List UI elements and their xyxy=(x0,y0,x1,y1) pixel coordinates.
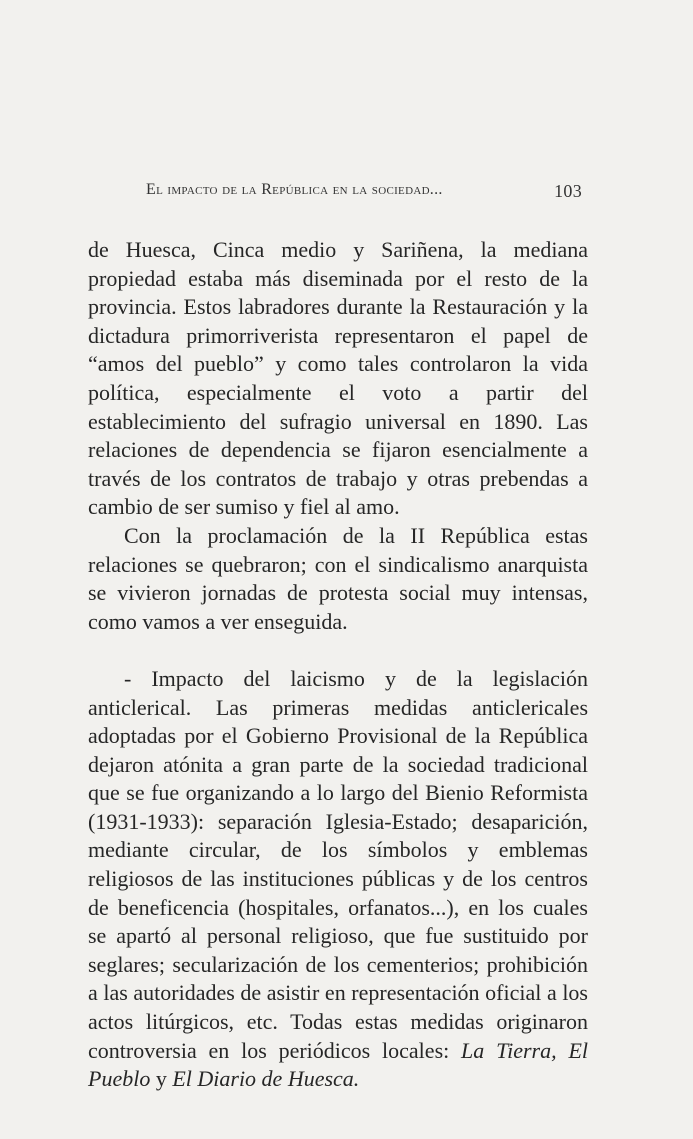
paragraph-laicism-main: - Impacto del laicismo y de la legislación anticlerical. Las primeras medidas anticlericales adoptadas por el Gobierno Provisional de la República dejaron atónita a gran parte de la sociedad tradicional que se fue organizando a lo largo del Bienio Reformista (1931-1933): separación Iglesia-Estado; desaparición, mediante circular, de los símbolos y emblemas religiosos de las instituciones públicas y de los centros de beneficencia (hospitales, orfanatos...), en los cuales se apartó al personal religioso, que fue sustituido por seglares; secularización de los cementerios; prohibición a las autoridades de asistir en representación oficial a los actos litúrgicos, etc. Todas estas medidas originaron controversia en los periódicos locales: xyxy=(88,665,588,1063)
newspaper-el-diario-de-huesca: El Diario de Huesca. xyxy=(172,1066,360,1092)
body-text xyxy=(88,236,588,1094)
newspaper-la-tierra: La Tierra, xyxy=(461,1037,557,1063)
page-number: 103 xyxy=(554,181,582,201)
running-title: El impacto de la República en la sociedad... xyxy=(146,181,443,198)
conjunction: y xyxy=(150,1066,173,1092)
running-header xyxy=(146,181,582,207)
paragraph-continued: de Huesca, Cinca medio y Sariñena, la mediana propiedad estaba más diseminada por el resto de la provincia. Estos labradores durante la Restauración y la dictadura primorriverista representaron el papel de “amos del pueblo” y como tales controlaron la vida política, especialmente el voto a partir del establecimiento del sufragio universal en 1890. Las relaciones de dependencia se fijaron esencialmente a través de los contratos de trabajo y otras prebendas a cambio de ser sumiso y fiel al amo. xyxy=(88,237,588,520)
newspaper-el-pueblo: El Pueblo xyxy=(88,1037,588,1092)
paragraph-laicism xyxy=(88,665,588,1094)
paragraph-proclamation: Con la proclamación de la II República estas relaciones se quebraron; con el sindicalismo anarquista se vivieron jornadas de protesta social muy intensas, como vamos a ver enseguida. xyxy=(88,522,588,634)
